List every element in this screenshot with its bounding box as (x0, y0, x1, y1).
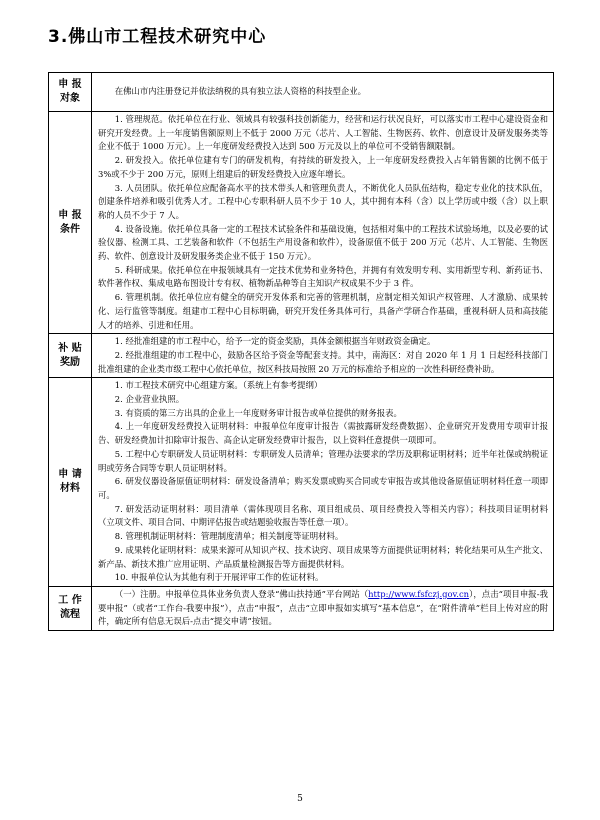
policy-table (48, 72, 554, 631)
label-application-conditions: 申 报 条件 (49, 112, 92, 334)
page-number: 5 (297, 794, 303, 804)
row-application-materials (49, 378, 554, 587)
link-open-paren: （ (359, 588, 369, 599)
content-workflow (92, 586, 554, 630)
material-item: 8. 管理机制证明材料：管理制度清单；相关制度等证明材料。 (114, 531, 344, 542)
label-application-subject: 申 报 对象 (49, 73, 92, 112)
workflow-step (98, 588, 548, 629)
subsidy-item: 1. 经批准组建的市工程中心，给予一定的资金奖励，具体金额根据当年财政资金确定。 (114, 336, 436, 347)
condition-item: 5. 科研成果。依托单位在申报领域具有一定技术优势和业务特色，并拥有有效发明专利、实用新型专利、新药证书、软件著作权、集成电路布图设计专有权、植物新品种等自主知识产权成果不少于 3 件。 (98, 264, 548, 289)
page-title: 3.佛山市工程技术研究中心 (48, 27, 267, 47)
material-item: 5. 工程中心专职研发人员证明材料：专职研发人员清单；管理办法要求的学历及职称证明材料；近半年社保或纳税证明或劳务合同等专职人员证明材料。 (98, 448, 548, 473)
label-application-materials: 申 请 材料 (49, 378, 92, 587)
material-item: 6. 研发仪器设备原值证明材料：研发设备清单；购买发票或购买合同或专审报告或其他设备原值证明材料任意一项即可。 (98, 476, 548, 500)
condition-item: 3. 人员团队。依托单位应配备高水平的技术带头人和管理负责人，不断优化人员队伍结构，稳定专业化的技术队伍，创建条件培养和吸引优秀人才。工程中心专职科研人员不少于 10 人，其中拥有本科（含）以上学历或中级（含）以上职称的人员不少于 7 人。 (98, 182, 548, 220)
material-item: 10. 申报单位认为其他有利于开展评审工作的佐证材料。 (114, 572, 324, 583)
content-application-conditions (92, 112, 554, 334)
label-subsidy-reward: 补 贴 奖励 (49, 334, 92, 378)
condition-item: 1. 管理规范。依托单位在行业、领域具有较强科技创新能力，经营和运行状况良好，可以落实市工程中心建设资金和研究开发经费。上一年度销售额原则上不低于 2000 万元（芯片、人工智能、生物医药、软件、创意设计及研发服务类等企业不低于 1000 万元）。上一年度研发经费投入达到 500 万元及以上的单位可不受销售额限制。 (98, 114, 548, 152)
platform-website-link[interactable]: http://www.fsfczj.gov.cn (368, 588, 470, 599)
content-subsidy-reward (92, 334, 554, 378)
material-item: 3. 有资质的第三方出具的企业上一年度财务审计报告或单位提供的财务报表。 (114, 407, 402, 418)
workflow-step-detail: ），点击“项目申报-我要申报”（或者“工作台-我要申报”），点击“申报”，点击“立即申报如实填写“基本信息”，在“附件清单”栏目上传对应的附件，确定所有信息无误后-点击“提交申请”按钮。 (98, 588, 549, 627)
material-item: 4. 上一年度研发经费投入证明材料：申报单位年度审计报告（需披露研发经费数据）、企业研究开发费用专项审计报告、研发经费加计扣除审计报告、高企认定研发经费审计报告，以上资料任意提供一项即可。 (98, 421, 548, 446)
material-item: 1. 市工程技术研究中心组建方案。（系统上有参考提纲） (114, 380, 323, 391)
condition-item: 6. 管理机制。依托单位应有健全的研究开发体系和完善的管理机制，应制定相关知识产权管理、人才激励、成果转化、运行监管等制度。组建市工程中心目标明确，研究开发任务具体可行，具备产学研合作基础，重视科研人员和高技能人才的培养、引进和任用。 (98, 292, 548, 330)
subject-paragraph: 在佛山市内注册登记并依法纳税的具有独立法人资格的科技型企业。 (114, 86, 367, 97)
material-item: 9. 成果转化证明材料：成果来源可从知识产权、技术诀窍、项目成果等方面提供证明材料；转化结果可从生产批文、新产品、新技术推广应用证明、产品质量检测报告等方面提供材料。 (98, 544, 548, 569)
material-item: 2. 企业营业执照。 (114, 394, 185, 405)
row-application-conditions (49, 112, 554, 334)
content-application-subject (92, 73, 554, 112)
content-application-materials (92, 378, 554, 587)
subsidy-item: 2. 经批准组建的市工程中心，鼓励各区给予资金等配套支持。其中，南海区：对自 2020 年 1 月 1 日起经科技部门批准组建的企业类市级工程中心依托单位，按区科技局按照 20 万元的标准给予相应的一次性科研经费补助。 (98, 349, 548, 374)
row-application-subject (49, 73, 554, 112)
row-workflow (49, 586, 554, 630)
condition-item: 4. 设备设施。依托单位具备一定的工程技术试验条件和基础设施，包括相对集中的工程技术试验场地，以及必要的试验仪器、检测工具、工艺装备和软件（不包括生产用设备和软件），设备原值不低于 200 万元（芯片、人工智能、生物医药、软件、创意设计及研发服务类企业不低于 150 万元）。 (98, 223, 548, 262)
row-subsidy-reward (49, 334, 554, 378)
condition-item: 2. 研发投入。依托单位建有专门的研发机构，有持续的研发投入，上一年度研发经费投入占年销售额的比例不低于 3%或不少于 200 万元，原则上组建后的研发经费投入应逐年增长。 (98, 155, 548, 179)
material-item: 7. 研发活动证明材料：项目清单（需体现项目名称、项目组成员、项目经费投入等相关内容）；科技项目证明材料（立项文件、项目合同、中期评估报告或结题验收报告等任意一项）。 (98, 503, 548, 528)
workflow-step-intro: （一）注册。申报单位具体业务负责人登录“佛山扶持通”平台网站 (114, 588, 360, 599)
label-workflow: 工 作 流程 (49, 586, 92, 630)
